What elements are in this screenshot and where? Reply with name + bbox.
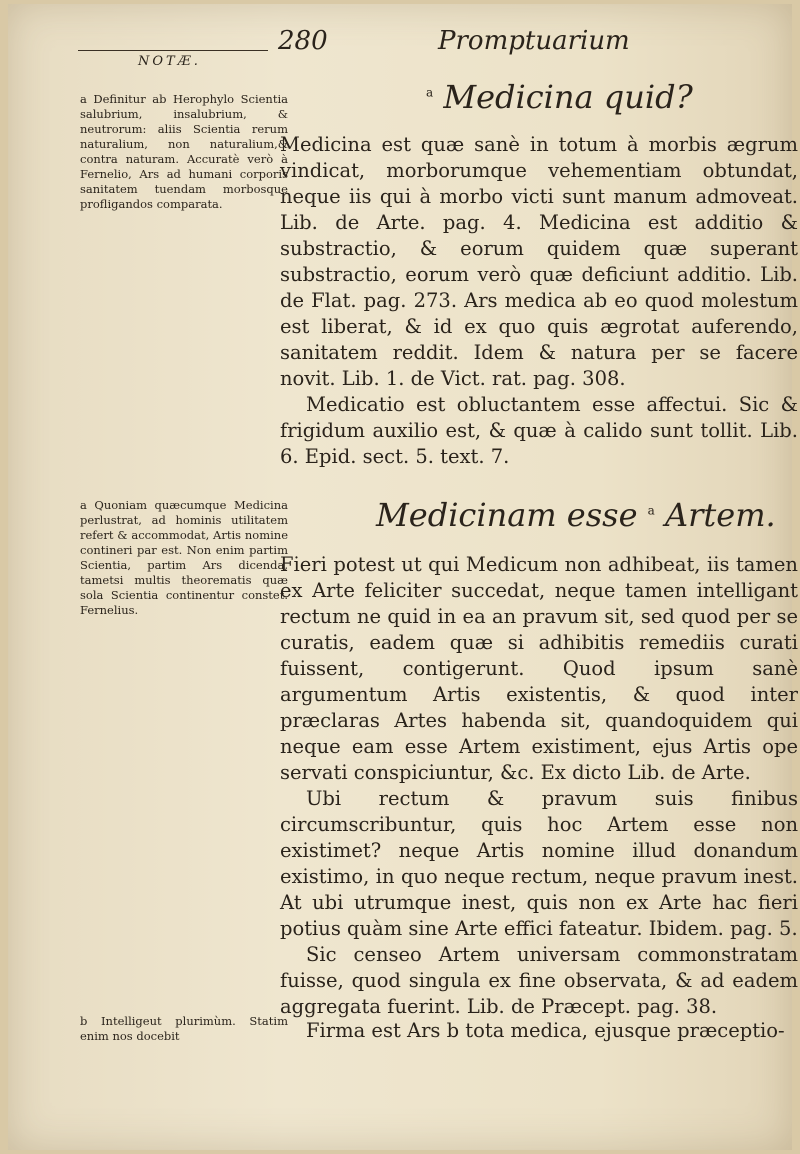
section-heading-2	[376, 496, 776, 534]
heading-note-mark: a	[647, 503, 655, 518]
paragraph: Sic censeo Artem universam commonstratam fuisse, quod singula ex fine observata, & ad eadem aggregata fuerint. Lib. de Præcept. pag. 38.	[280, 943, 798, 1018]
paragraph: Fieri potest ut qui Medicum non adhibeat, iis tamen ex Arte feliciter succedat, neque tamen intelligant rectum ne quid in ea an pravum sit, sed quod per se curatis, eadem quæ si adhibitis remediis curati fuissent, contigerunt. Quod ipsum sanè argumentum Artis existentis, & quod inter præclaras Artes habenda sit, quandoquidem qui neque eam esse Artem existiment, ejus Artis ope servati conspiciuntur, &c. Ex dicto Lib. de Arte.	[280, 553, 798, 784]
heading-text: Artem.	[665, 496, 776, 534]
book-page	[8, 4, 798, 1150]
paragraph: Firma est Ars b tota medica, ejusque præceptio-	[306, 1019, 785, 1042]
sidenote-text: a Quoniam quæcumque Medicina perlustrat, ad hominis utilitatem refert & accommodat, Artis nomine contineri par est. Non enim partim Scientia, partim Ars dicenda, tametsi multis theorematis quæ sola Scientia continentur constet. Fernelius.	[80, 498, 288, 617]
sidenote-1	[80, 92, 288, 212]
section-heading-1	[426, 78, 693, 116]
page-header	[78, 26, 778, 76]
heading-note-mark: a	[426, 85, 434, 100]
section-body-2	[280, 552, 798, 1020]
heading-text: Medicina quid?	[443, 78, 693, 116]
sidenote-text: b Intelligeut plurimùm. Statim enim nos docebit	[80, 1014, 288, 1043]
heading-text: Medicinam esse	[376, 496, 638, 534]
header-rule	[78, 50, 268, 51]
sidenote-2	[80, 498, 288, 618]
paragraph: Ubi rectum & pravum suis finibus circumscribuntur, quis hoc Artem esse non existimet? neque Artis nomine illud donandum existimo, in quo neque rectum, neque pravum inest. At ubi utrumque inest, quis non ex Arte hac fieri potius quàm sine Arte effici fateatur. Ibidem. pag. 5.	[280, 787, 798, 940]
running-title: Promptuarium	[438, 26, 630, 56]
notes-label: NOTÆ.	[138, 54, 201, 69]
paragraph: Medicina est quæ sanè in totum à morbis ægrum vindicat, morborumque vehementiam obtundat, neque iis qui à morbo victi sunt manum admoveat. Lib. de Arte. pag. 4. Medicina est additio & substractio, & eorum quidem quæ superant substractio, eorum verò quæ deficiunt additio. Lib. de Flat. pag. 273. Ars medica ab eo quod molestum est liberat, & id ex quo quis ægrotat auferendo, sanitatem reddit. Idem & natura per se facere novit. Lib. 1. de Vict. rat. pag. 308.	[280, 133, 798, 390]
sidenote-text: a Definitur ab Herophylo Scientia salubrium, insalubrium, & neutrorum: aliis Scientia rerum naturalium, non naturalium,& contra naturam. Accuratè verò à Fernelio, Ars ad humani corporis sanitatem tuendam morbosque profligandos comparata.	[80, 92, 288, 211]
section-body-1	[280, 132, 798, 470]
section-body-3	[280, 1018, 798, 1044]
paragraph: Medicatio est obluctantem esse affectui. Sic & frigidum auxilio est, & quæ à calido sunt tollit. Lib. 6. Epid. sect. 5. text. 7.	[280, 393, 798, 468]
page-number: 280	[278, 26, 328, 56]
sidenote-3	[80, 1014, 288, 1044]
